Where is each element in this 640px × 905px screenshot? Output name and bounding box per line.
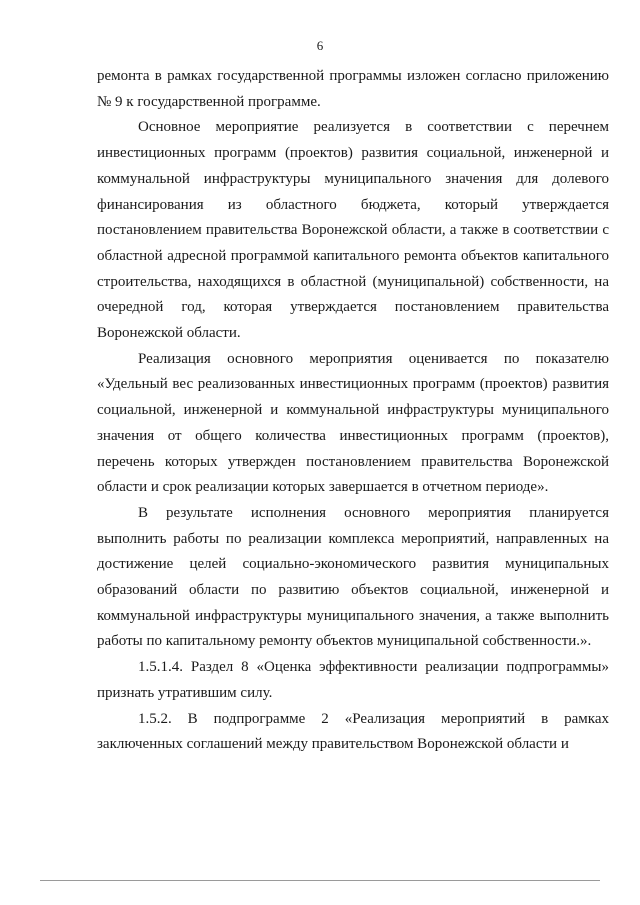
bottom-divider-line <box>40 880 600 881</box>
paragraph-section-8-repeal: 1.5.1.4. Раздел 8 «Оценка эффективности реализации подпрограммы» признать утратившим силу. <box>97 659 609 701</box>
page-number: 6 <box>316 38 324 53</box>
paragraph-evaluation-indicator: Реализация основного мероприятия оценивается по показателю «Удельный вес реализованных инвестиционных программ (проектов) развития социальной, инженерной и коммунальной инфраструктуры муниципального значения от общего количества инвестиционных программ (проектов), перечень которых утвержден постановлением правительства Воронежской области и срок реализации которых завершается в отчетном периоде». <box>97 350 609 496</box>
paragraph-continuation: ремонта в рамках государственной программы изложен согласно приложению № 9 к государственной программе. <box>97 68 609 110</box>
paragraph-subprogram-2: 1.5.2. В подпрограмме 2 «Реализация мероприятий в рамках заключенных соглашений между правительством Воронежской области и <box>97 710 609 753</box>
document-body <box>97 64 609 758</box>
paragraph-expected-results: В результате исполнения основного мероприятия планируется выполнить работы по реализации комплекса мероприятий, направленных на достижение целей социально-экономического развития муниципальных образований области по развитию объектов социальной, инженерной и коммунальной инфраструктуры муниципального значения, а также выполнить работы по капитальному ремонту объектов муниципальной собственности.». <box>97 504 609 650</box>
paragraph-main-activity: Основное мероприятие реализуется в соответствии с перечнем инвестиционных программ (проектов) развития социальной, инженерной и коммунальной инфраструктуры муниципального значения для долевого финансирования из областного бюджета, который утверждается постановлением правительства Воронежской области, а также в соответствии с областной адресной программой капитального ремонта объектов капитального строительства, находящихся в областной (муниципальной) собственности, на очередной год, которая утверждается постановлением правительства Воронежской области. <box>97 119 609 342</box>
